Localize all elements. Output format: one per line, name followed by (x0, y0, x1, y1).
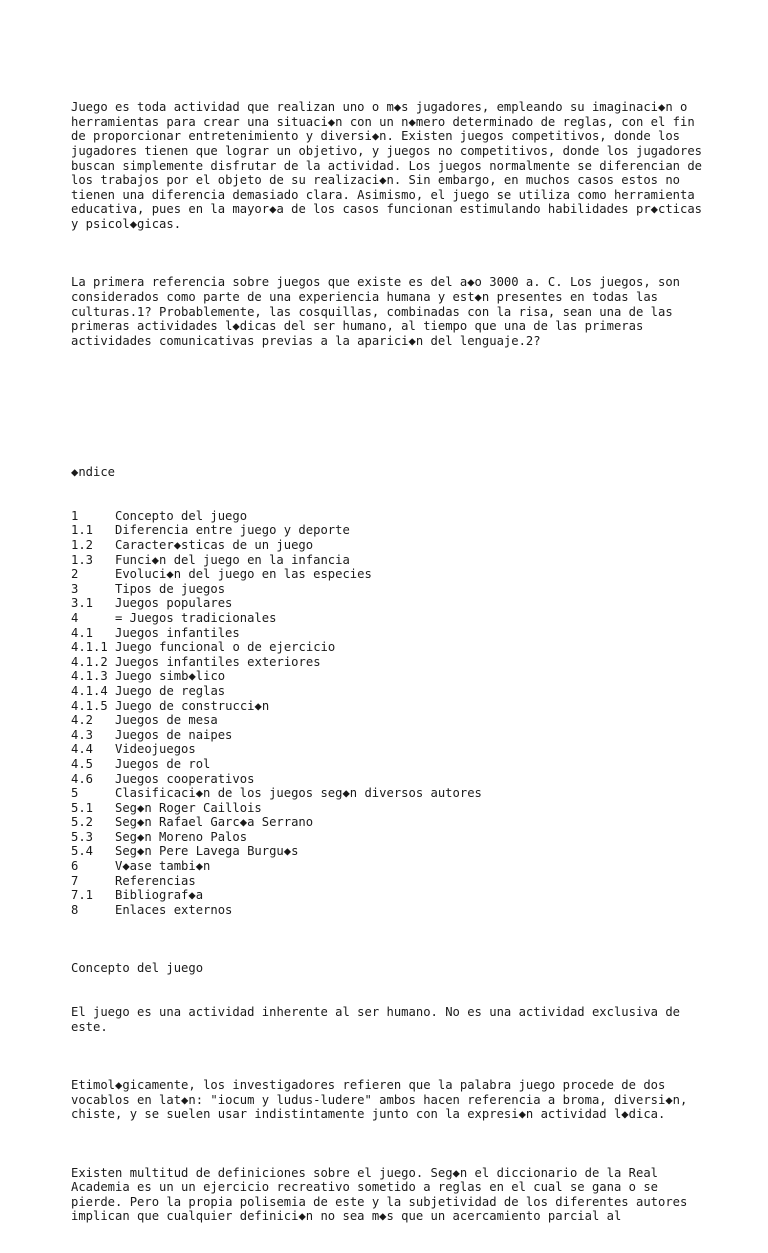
toc-item (71, 757, 711, 772)
toc-item (71, 538, 711, 553)
toc-item (71, 611, 711, 626)
toc-item-number: 4.6 (71, 771, 94, 786)
section-heading-concepto: Concepto del juego (71, 961, 204, 976)
toc-item (71, 903, 711, 918)
toc-item-title: Seg◆n Moreno Palos (115, 829, 248, 844)
toc-item-title: Diferencia entre juego y deporte (115, 523, 350, 538)
toc-item (71, 772, 711, 787)
toc-item-number: 1 (71, 508, 79, 523)
toc-item (71, 888, 711, 903)
toc-item-title: Juego de reglas (115, 683, 226, 698)
toc-item-number: 1.2 (71, 538, 94, 552)
toc-item (71, 874, 711, 889)
toc-item (71, 596, 711, 611)
toc-item-number: 4.4 (71, 742, 94, 757)
toc-item-title: Evoluci◆n del juego en las especies (115, 567, 372, 582)
toc-item (71, 669, 711, 684)
toc-item-number: 7 (71, 873, 79, 888)
toc-item (71, 801, 711, 816)
toc-item-number: 5.2 (71, 815, 94, 830)
toc-item (71, 567, 711, 582)
toc-item-number: 4.5 (71, 756, 94, 771)
intro-paragraph-1: Juego es toda actividad que realizan uno o m◆s jugadores, empleando su imaginaci◆n o herramientas para crear una situaci◆n con un n◆mero determinado de reglas, con el fin de proporcionar entretenimiento y diversi◆n. Existen juegos competitivos, donde los jugadores tienen que lograr un objetivo, y juegos no competitivos, donde los jugadores buscan simplemente disfrutar de la actividad. Los juegos normalmente se diferencian de los trabajos por el objeto de su realizaci◆n. Sin embargo, en muchos casos estos no tienen una diferencia demasiado clara. Asimismo, el juego se utiliza como herramienta educativa, pues en la mayor◆a de los casos funcionan estimulando habilidades pr◆cticas y psicol◆gicas. (71, 100, 710, 231)
toc-heading: ◆ndice (71, 465, 116, 480)
toc-item-title: Juegos populares (115, 596, 233, 611)
toc-item-number: 5.1 (71, 800, 94, 815)
toc-item (71, 523, 711, 538)
toc-item-number: 4.1.1 (71, 640, 108, 655)
toc-item-number: 5.4 (71, 844, 94, 859)
toc-item-number: 5 (71, 786, 79, 801)
toc-item-number: 4.2 (71, 713, 94, 728)
toc-item-title: Juego de construcci◆n (115, 698, 270, 713)
toc-item-number: 4.3 (71, 727, 94, 742)
toc-item-title: Juego simb◆lico (115, 669, 226, 684)
toc-item-number: 4.1.4 (71, 683, 108, 698)
spacer (71, 392, 711, 421)
toc-item-number: 4.1 (71, 625, 94, 640)
toc-item (71, 844, 711, 859)
toc-item-title: Seg◆n Roger Caillois (115, 800, 262, 815)
toc-item (71, 859, 711, 874)
toc-item-number: 5.3 (71, 829, 94, 844)
toc-item-title: Juegos de mesa (115, 713, 218, 728)
toc-item-title: Juegos de rol (115, 756, 211, 771)
toc-item-number: 4.1.2 (71, 654, 108, 669)
toc-item-number: 2 (71, 567, 79, 582)
toc-item-title: Bibliograf◆a (115, 888, 204, 903)
intro-paragraph-2: La primera referencia sobre juegos que existe es del a◆o 3000 a. C. Los juegos, son considerados como parte de una experiencia humana y est◆n presentes en todas las culturas.1? Probablemente, las cosquillas, combinadas con la risa, sean una de las primeras actividades l◆dicas del ser humano, al tiempo que una de las primeras actividades comunicativas previas a la aparici◆n del lenguaje.2? (71, 275, 688, 348)
toc-item (71, 582, 711, 597)
toc-item-title: Referencias (115, 873, 196, 888)
toc-item-number: 4.1.5 (71, 698, 108, 713)
toc-item (71, 553, 711, 568)
toc-item-number: 7.1 (71, 888, 94, 903)
toc-item-title: Tipos de juegos (115, 581, 226, 596)
toc-item-title: Funci◆n del juego en la infancia (115, 552, 350, 567)
toc-item-title: Enlaces externos (115, 902, 233, 917)
toc-item-title: Juegos infantiles exteriores (115, 654, 321, 669)
toc-item (71, 830, 711, 845)
toc-item-title: = Juegos tradicionales (115, 610, 277, 625)
toc-item-title: Seg◆n Pere Lavega Burgu◆s (115, 844, 299, 859)
toc-item-number: 3.1 (71, 596, 94, 611)
toc-item (71, 509, 711, 524)
toc-item-number: 8 (71, 902, 79, 917)
toc-item (71, 815, 711, 830)
toc-item (71, 626, 711, 641)
toc-item-number: 1.1 (71, 523, 94, 538)
document-body (71, 71, 711, 1253)
toc-item-title: Seg◆n Rafael Garc◆a Serrano (115, 815, 314, 830)
toc-item (71, 640, 711, 655)
toc-item-title: V◆ase tambi◆n (115, 859, 211, 874)
toc-item-title: Juegos de naipes (115, 727, 233, 742)
toc-list (71, 509, 711, 918)
concepto-paragraph-1: El juego es una actividad inherente al ser humano. No es una actividad exclusiva de este. (71, 1005, 688, 1034)
toc-item (71, 655, 711, 670)
toc-item (71, 786, 711, 801)
toc-item (71, 742, 711, 757)
toc-item-title: Juegos cooperativos (115, 771, 255, 786)
toc-item-number: 4 (71, 610, 79, 625)
toc-item-number: 1.3 (71, 552, 94, 567)
toc-item-title: Videojuegos (115, 742, 196, 757)
toc-item-number: 6 (71, 859, 79, 874)
toc-item-title: Juego funcional o de ejercicio (115, 640, 336, 655)
concepto-paragraph-3: Existen multitud de definiciones sobre el juego. Seg◆n el diccionario de la Real Academia es un un ejercicio recreativo sometido a reglas en el cual se gana o se pierde. Pero la propia polisemia de este y la subjetividad de los diferentes autores implican que cualquier definici◆n no sea m◆s que un acercamiento parcial al (71, 1165, 695, 1224)
toc-item (71, 684, 711, 699)
toc-item (71, 728, 711, 743)
concepto-paragraph-2: Etimol◆gicamente, los investigadores refieren que la palabra juego procede de dos vocablos en lat◆n: "iocum y ludus-ludere" ambos hacen referencia a broma, diversi◆n, chiste, y se suelen usar indistintamente junto con la expresi◆n actividad l◆dica. (71, 1077, 695, 1122)
toc-item (71, 699, 711, 714)
toc-item-title: Caracter◆sticas de un juego (115, 538, 314, 552)
toc-item-number: 4.1.3 (71, 669, 108, 684)
toc-item-number: 3 (71, 581, 79, 596)
toc-item-title: Concepto del juego (115, 508, 248, 523)
toc-item (71, 713, 711, 728)
toc-item-title: Juegos infantiles (115, 625, 240, 640)
toc-item-title: Clasificaci◆n de los juegos seg◆n diversos autores (115, 786, 482, 801)
